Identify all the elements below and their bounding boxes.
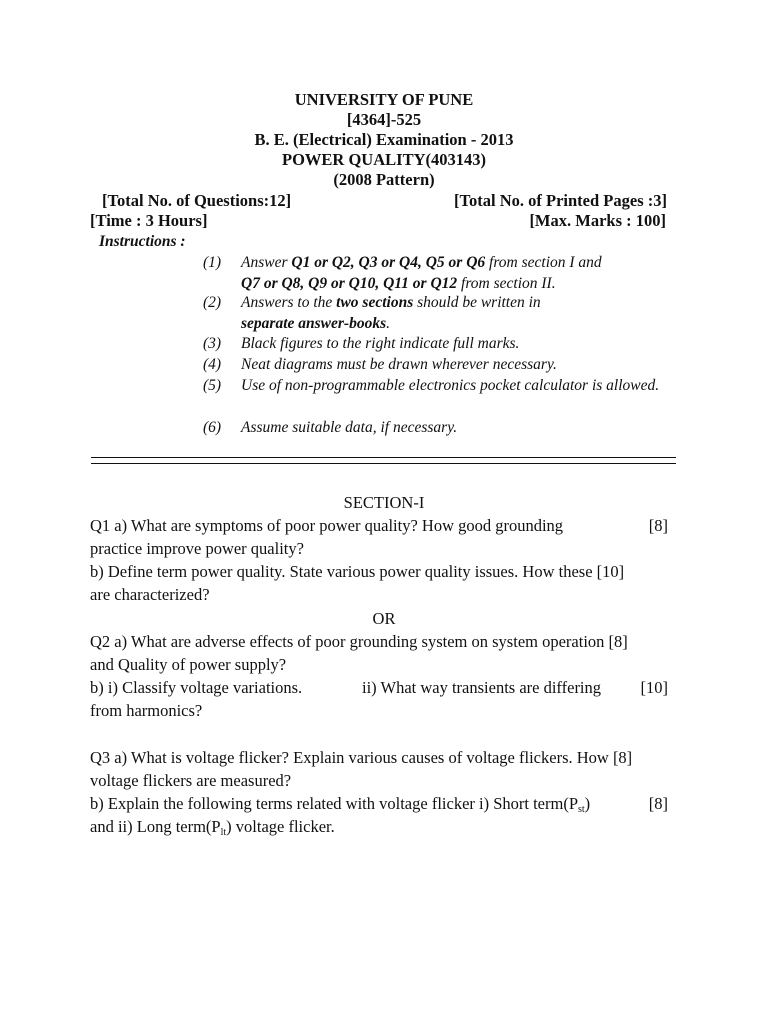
- university-name: UNIVERSITY OF PUNE: [294, 90, 474, 109]
- instruction-text: Neat diagrams must be drawn wherever necessary.: [241, 356, 557, 373]
- question-line: [90, 678, 668, 698]
- total-questions: [Total No. of Questions:12]: [102, 191, 292, 210]
- instruction-number: (1): [203, 254, 222, 271]
- question-text: b) i) Classify voltage variations.: [90, 678, 303, 697]
- divider-line: [91, 463, 676, 464]
- section-title: SECTION-I: [343, 493, 425, 512]
- question-text: and ii) Long $term(P_{lt})$ voltage flicker.: [90, 817, 335, 838]
- instructions-title: Instructions :: [99, 233, 186, 250]
- question-text: are characterized?: [90, 585, 210, 604]
- question-text: b) Explain the following terms related with voltage flicker i) Short $term(P_{st})$: [90, 794, 591, 815]
- marks-label: [8]: [648, 794, 668, 813]
- instruction-number: (2): [203, 294, 222, 311]
- question-line: [90, 794, 668, 815]
- or-label: OR: [372, 609, 396, 628]
- question-text: b) Define term power quality. State various power quality issues. How these [10]: [90, 562, 625, 581]
- instruction-text: Answer Q1 or Q2, Q3 or Q4, Q5 or Q6 from section I and: [241, 254, 602, 271]
- instruction-text: Black figures to the right indicate full marks.: [241, 335, 520, 352]
- marks-label: [10]: [640, 678, 668, 697]
- question-text: from harmonics?: [90, 701, 203, 720]
- question-text: Q1 a) What are symptoms of poor power quality? How good grounding: [90, 516, 564, 535]
- instruction-text: Q7 or Q8, Q9 or Q10, Q11 or Q12 from section II.: [241, 275, 556, 292]
- exam-time: [Time : 3 Hours]: [90, 211, 208, 230]
- instruction-text: Assume suitable data, if necessary.: [241, 419, 458, 436]
- question-text: Q2 a) What are adverse effects of poor grounding system on system operation [8]: [90, 632, 628, 651]
- question-text: ii) What way transients are differing: [362, 678, 602, 697]
- max-marks: [Max. Marks : 100]: [529, 211, 666, 230]
- instruction-text: separate answer-books.: [241, 315, 390, 332]
- paper-header: [0, 90, 768, 190]
- question-text: voltage flickers are measured?: [90, 771, 292, 790]
- instruction-text: Answers to the two sections should be written in: [241, 294, 541, 311]
- question-line: [90, 516, 668, 536]
- instruction-text: Use of non-programmable electronics pocket calculator is allowed.: [241, 377, 660, 394]
- marks-label: [8]: [648, 516, 668, 535]
- pattern-label: (2008 Pattern): [333, 170, 435, 189]
- exam-title: B. E. (Electrical) Examination - 2013: [254, 130, 514, 149]
- divider-line: [91, 457, 676, 458]
- question-text: Q3 a) What is voltage flicker? Explain various causes of voltage flickers. How [8]: [90, 748, 633, 767]
- paper-code: [4364]-525: [346, 110, 422, 129]
- instruction-number: (6): [203, 419, 222, 436]
- instruction-number: (4): [203, 356, 222, 373]
- question-text: practice improve power quality?: [90, 539, 304, 558]
- question-text: and Quality of power supply?: [90, 655, 287, 674]
- instruction-number: (3): [203, 335, 222, 352]
- subject-title: POWER QUALITY(403143): [282, 150, 486, 169]
- instruction-number: (5): [203, 377, 222, 394]
- printed-pages: [Total No. of Printed Pages :3]: [454, 191, 667, 210]
